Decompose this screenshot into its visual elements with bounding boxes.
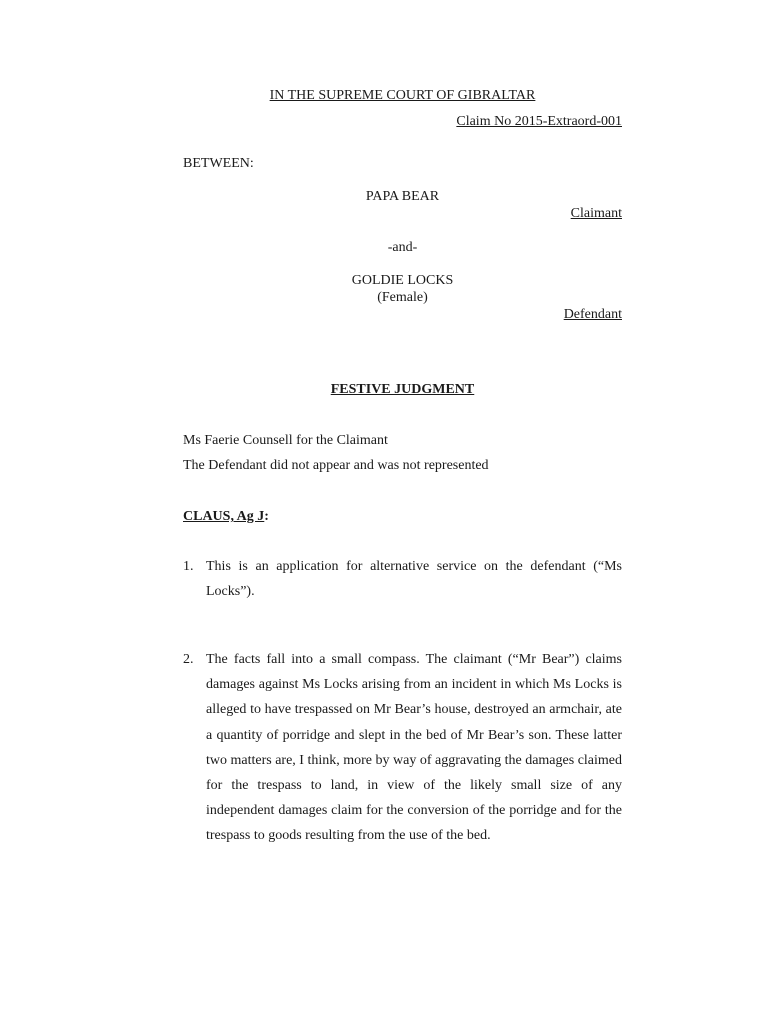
and-separator: -and- [387,240,418,255]
claimant-name: PAPA BEAR [365,189,440,204]
paragraph-text: The facts fall into a small compass. The claimant (“Mr Bear”) claims damages against Ms Locks arising from an incident in which Ms Locks is alleged to have trespassed on Mr Bear’s house, destroyed an armchair, ate a quantity of porridge and slept in the bed of Mr Bear’s son. These latter two matters are, I think, more by way of aggravating the damages claimed for the trespass to land, in view of the likely small size of any independent damages claim for the conversion of the porridge and for the trespass to goods resulting from the use of the bed. [206,652,622,844]
appearance-claimant: Ms Faerie Counsell for the Claimant [183,433,388,448]
defendant-note: (Female) [377,290,428,305]
appearance-defendant: The Defendant did not appear and was not represented [183,458,489,473]
claim-number: Claim No 2015-Extraord-001 [456,114,622,129]
judge-colon: : [264,509,269,524]
defendant-role: Defendant [563,307,622,322]
defendant-name: GOLDIE LOCKS [351,273,454,288]
claimant-role: Claimant [570,206,622,221]
paragraph-number: 2. [183,652,194,667]
paragraph-number: 1. [183,559,194,574]
judge-line [183,508,269,526]
paragraph-text: This is an application for alternative service on the defendant (“Ms Locks”). [206,559,622,600]
judgment-title: FESTIVE JUDGMENT [330,382,475,397]
judge-name: CLAUS, Ag J [183,509,265,524]
court-heading: IN THE SUPREME COURT OF GIBRALTAR [269,88,536,103]
between-label: BETWEEN: [183,156,254,171]
